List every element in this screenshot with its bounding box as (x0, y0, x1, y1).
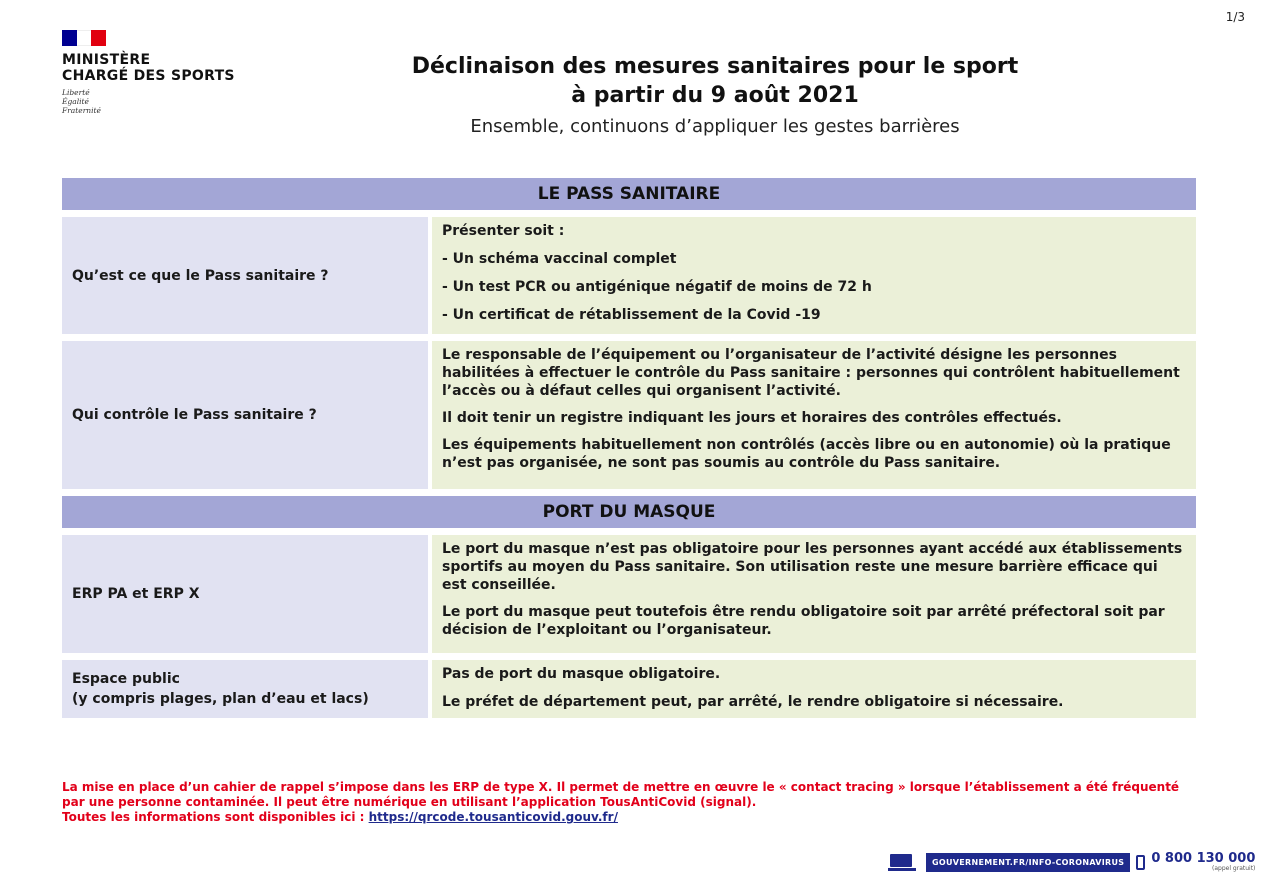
row-question (62, 660, 428, 718)
footnote-info-line (62, 810, 1202, 825)
section-header-port-du-masque: PORT DU MASQUE (62, 496, 1196, 528)
row-answer (432, 535, 1196, 653)
question-line-1: Espace public (72, 671, 180, 687)
answer-line: Le préfet de département peut, par arrêté, le rendre obligatoire si nécessaire. (442, 694, 1064, 710)
answer-paragraph: Le port du masque n’est pas obligatoire pour les personnes ayant accédé aux établissements sportifs au moyen du Pass sanitaire. Son utilisation reste une mesure barrière efficace qui est conseillée. (442, 541, 1183, 593)
footnote-contact-tracing: La mise en place d’un cahier de rappel s’impose dans les ERP de type X. Il permet de mettre en œuvre le « contact tracing » lorsque l’établissement a été fréquenté par une personne contaminée. Il peut être numérique en utilisant l’application TousAntiCovid (signal). (62, 780, 1180, 809)
page-title-line-1: Déclinaison des mesures sanitaires pour le sport (411, 54, 1019, 79)
phone-number[interactable]: 0 800 130 000 (1151, 851, 1256, 866)
answer-line: - Un schéma vaccinal complet (442, 251, 677, 267)
row-question: Qu’est ce que le Pass sanitaire ? (62, 217, 428, 334)
answer-line: - Un certificat de rétablissement de la Covid -19 (442, 307, 821, 323)
phone-icon (1136, 855, 1145, 870)
republic-motto (62, 88, 235, 115)
motto-egalite: Égalité (62, 97, 89, 106)
section-header-pass-sanitaire: LE PASS SANITAIRE (62, 178, 1196, 210)
ministry-line-2: CHARGÉ DES SPORTS (62, 68, 235, 84)
answer-paragraph: Le port du masque peut toutefois être rendu obligatoire soit par arrêté préfectoral soit par décision de l’exploitant ou l’organisateur. (442, 604, 1165, 638)
page-title-line-2: à partir du 9 août 2021 (571, 83, 859, 108)
ministry-logo (62, 30, 235, 115)
phone-block (1151, 852, 1255, 873)
header (300, 52, 1130, 140)
row-answer (432, 217, 1196, 334)
question-line-2: (y compris plages, plan d’eau et lacs) (72, 691, 369, 707)
measures-table (62, 178, 1196, 725)
qrcode-link[interactable]: https://qrcode.tousanticovid.gouv.fr/ (368, 810, 618, 824)
page-number: 1/3 (1225, 10, 1245, 24)
row-question: ERP PA et ERP X (62, 535, 428, 653)
answer-paragraph: Les équipements habituellement non contrôlés (accès libre ou en autonomie) où la pratique n’est pas organisée, ne sont pas soumis au contrôle du Pass sanitaire. (442, 437, 1171, 471)
motto-fraternite: Fraternité (62, 106, 101, 115)
motto-liberte: Liberté (62, 88, 90, 97)
answer-line: - Un test PCR ou antigénique négatif de moins de 72 h (442, 279, 872, 295)
table-row (62, 341, 1196, 489)
table-row (62, 535, 1196, 653)
answer-line: Pas de port du masque obligatoire. (442, 666, 721, 682)
footnote-info-label: Toutes les informations sont disponibles ici : (62, 810, 369, 824)
gov-website-link[interactable]: GOUVERNEMENT.FR/INFO-CORONAVIRUS (926, 853, 1130, 872)
row-answer (432, 660, 1196, 718)
phone-note: (appel gratuit) (1212, 865, 1256, 872)
table-row (62, 217, 1196, 334)
ministry-line-1: MINISTÈRE (62, 52, 151, 68)
french-flag-icon (62, 30, 106, 46)
row-question: Qui contrôle le Pass sanitaire ? (62, 341, 428, 489)
answer-line: Présenter soit : (442, 223, 565, 239)
page-subtitle: Ensemble, continuons d’appliquer les gestes barrières (470, 116, 960, 137)
answer-paragraph: Le responsable de l’équipement ou l’organisateur de l’activité désigne les personnes habilitées à effectuer le contrôle du Pass sanitaire : personnes qui contrôlent habituellement l’accès ou à défaut celles qui organisent l’activité. (442, 347, 1180, 399)
ministry-name (62, 52, 235, 84)
table-row (62, 660, 1196, 718)
computer-icon (888, 853, 916, 873)
row-answer (432, 341, 1196, 489)
footnote (62, 780, 1202, 825)
government-contact (888, 852, 1255, 873)
answer-paragraph: Il doit tenir un registre indiquant les jours et horaires des contrôles effectués. (442, 410, 1062, 426)
